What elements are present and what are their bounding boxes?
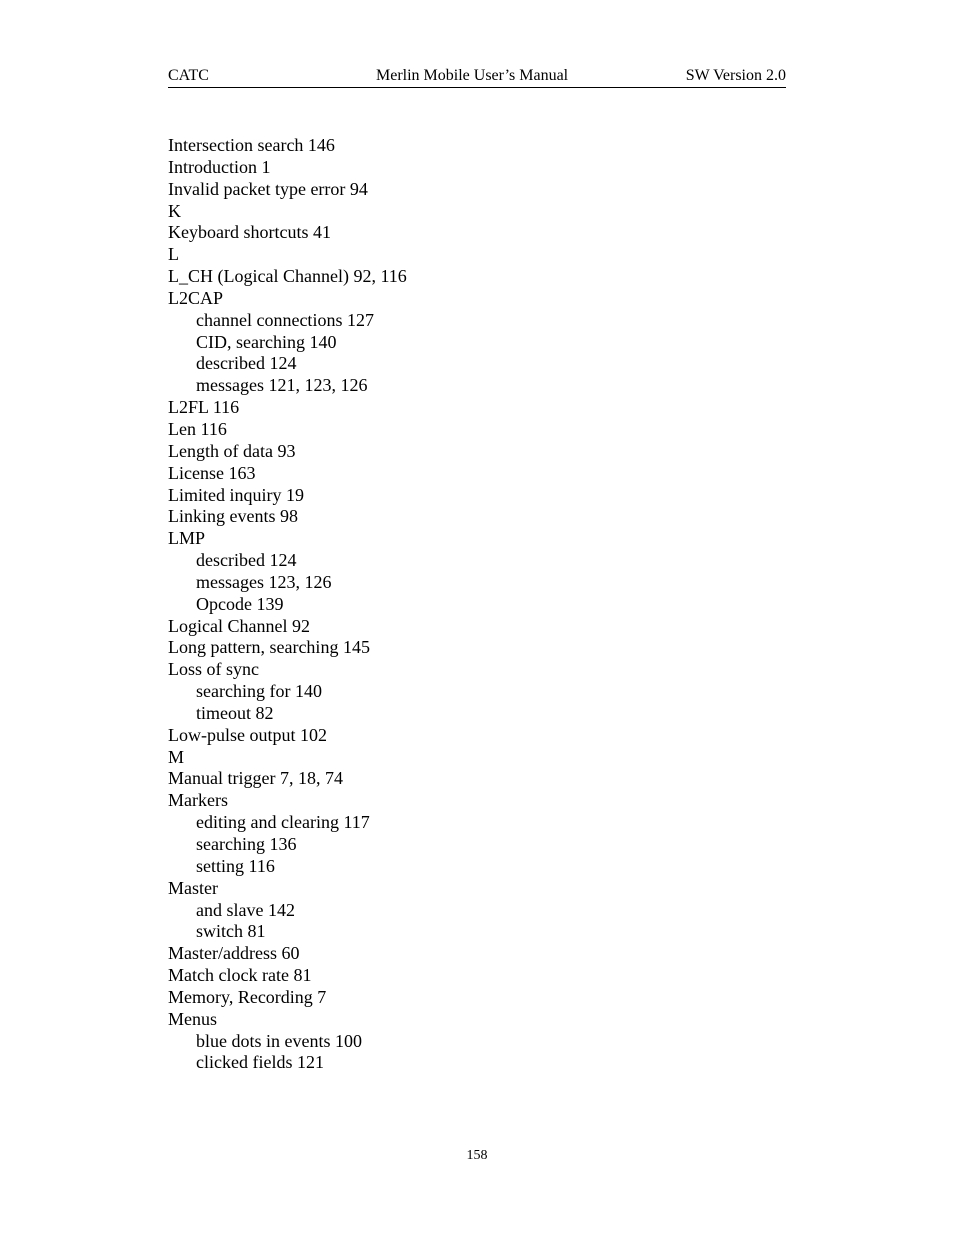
header-company: CATC (168, 67, 209, 84)
index-subentry: editing and clearing 117 (196, 812, 370, 833)
index-subentry: messages 121, 123, 126 (196, 375, 368, 396)
index-subentry: searching 136 (196, 834, 297, 854)
index-subentry: messages 123, 126 (196, 571, 332, 592)
index-entry: Introduction 1 (168, 156, 271, 177)
index-entry: Limited inquiry 19 (168, 484, 304, 505)
index-entry: K (168, 200, 181, 221)
index-entry: L (168, 244, 179, 265)
index-entry: Keyboard shortcuts 41 (168, 222, 331, 243)
index-entry: Long pattern, searching 145 (168, 637, 370, 658)
index-entry: L2CAP (168, 287, 224, 308)
index-entry: Match clock rate 81 (168, 965, 312, 986)
index-entry: License 163 (168, 462, 256, 483)
index-entry: Markers (168, 790, 228, 811)
index-subentry: Opcode 139 (196, 593, 284, 614)
page-header (168, 64, 786, 88)
index-entry: Master (168, 877, 218, 898)
index-entry: Logical Channel 92 (168, 615, 310, 636)
index-entry: Linking events 98 (168, 506, 298, 527)
index-entry: L2FL 116 (168, 397, 240, 418)
index-subentry: channel connections 127 (196, 309, 374, 330)
index-entry: Memory, Recording 7 (168, 986, 327, 1007)
index-subentry: CID, searching 140 (196, 331, 337, 352)
index-list (168, 135, 407, 1074)
index-subentry: described 124 (196, 353, 297, 374)
index-subentry: and slave 142 (196, 899, 295, 920)
index-entry: M (168, 746, 185, 767)
index-entry: Intersection search 146 (168, 135, 335, 155)
index-entry: Manual trigger 7, 18, 74 (168, 768, 343, 789)
index-entry: Loss of sync (168, 659, 259, 680)
index-subentry: described 124 (196, 550, 297, 571)
index-subentry: timeout 82 (196, 702, 274, 723)
index-entry: Master/address 60 (168, 943, 300, 964)
index-entry: Length of data 93 (168, 440, 296, 461)
index-subentry: clicked fields 121 (196, 1052, 324, 1073)
index-entry: LMP (168, 528, 206, 549)
index-subentry: switch 81 (196, 921, 266, 942)
index-subentry: setting 116 (196, 855, 275, 876)
header-manual-title: Merlin Mobile User’s Manual (376, 67, 569, 84)
index-entry: Invalid packet type error 94 (168, 178, 368, 199)
page-number: 158 (466, 1148, 488, 1163)
index-subentry: searching for 140 (196, 681, 322, 702)
index-subentry: blue dots in events 100 (196, 1030, 362, 1051)
index-entry: Menus (168, 1008, 217, 1029)
header-version: SW Version 2.0 (685, 67, 786, 84)
index-entry: Len 116 (168, 418, 227, 439)
index-entry: Low-pulse output 102 (168, 724, 327, 745)
index-entry: L_CH (Logical Channel) 92, 116 (168, 266, 407, 287)
